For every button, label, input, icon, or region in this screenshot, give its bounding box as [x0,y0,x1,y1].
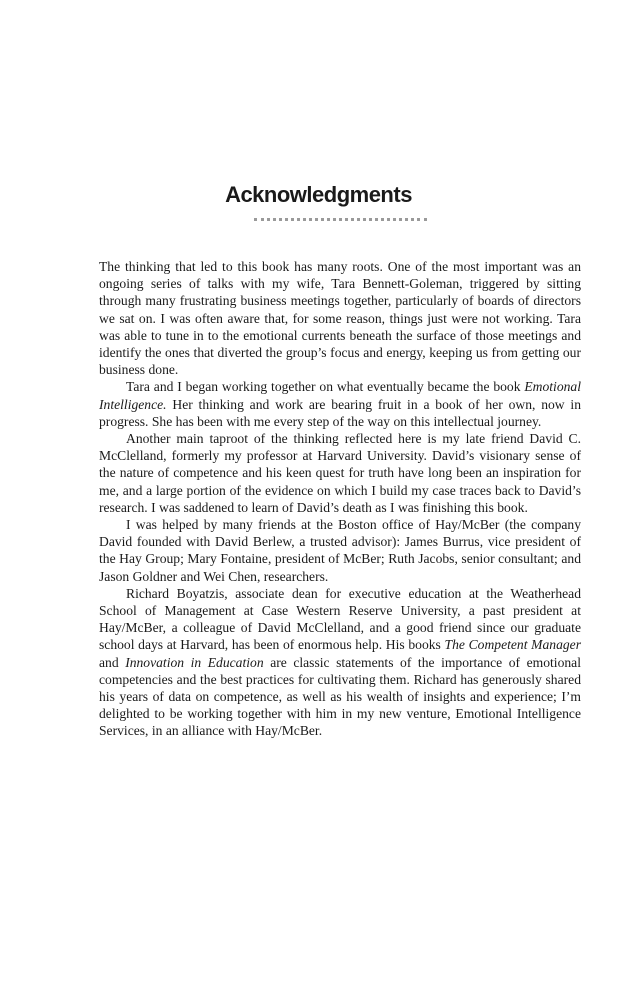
paragraph-text: I was helped by many friends at the Boston office of Hay/McBer (the company David founded with David Berlew, a trusted advisor): James Burrus, vice president of the Hay Group; Mary Fontaine, president of McBer; Ruth Jacobs, senior consultant; and Jason Goldner and Wei Chen, researchers. [99,517,581,584]
paragraph-text: Her thinking and work are bearing fruit in a book of her own, now in progress. She has been with me every step of the way on this intellectual journey. [99,396,581,429]
paragraph [99,430,581,516]
paragraph-text: Tara and I began working together on what eventually became the book [126,379,525,395]
body-text [99,258,581,740]
paragraph-text: and [99,654,126,670]
italic-title: The Competent Manager [444,637,581,653]
dotted-divider [254,218,427,221]
paragraph [99,378,581,430]
paragraph-text: are classic statements of the importance of emotional competencies and the best practices for cultivating them. Richard has generously shared his years of data on competence, as well as his wealth of insights and experience; I’m delighted to be working together with him in my new venture, Emotional Intelligence Services, in an alliance with Hay/McBer. [99,654,581,739]
paragraph [99,516,581,585]
paragraph [99,258,581,378]
paragraph-text: The thinking that led to this book has many roots. One of the most important was an ongoing series of talks with my wife, Tara Bennett-Goleman, triggered by sitting through many frustrating business meetings together, particularly of boards of directors we sat on. I was often aware that, for some reason, things just were not working. Tara was able to tune in to the emotional currents beneath the surface of those meetings and identify the ones that diverted the group’s focus and energy, keeping us from getting our business done. [99,259,581,378]
paragraph [99,585,581,740]
italic-title: Innovation in Education [125,654,264,670]
paragraph-text: Another main taproot of the thinking reflected here is my late friend David C. McClelland, formerly my professor at Harvard University. David’s visionary sense of the nature of competence and his keen quest for truth have long been an inspiration for me, and a large portion of the evidence on which I build my case traces back to David’s research. I was saddened to learn of David’s death as I was finishing this book. [99,431,581,515]
page-heading: Acknowledgments [225,182,412,207]
italic-title: Emotional Intelligence. [99,379,581,412]
paragraph-text: Richard Boyatzis, associate dean for executive education at the Weatherhead School of Management at Case Western Reserve University, a past president at Hay/McBer, a colleague of David McClelland, and a good friend since our graduate school days at Harvard, has been of enormous help. His books [99,585,581,653]
